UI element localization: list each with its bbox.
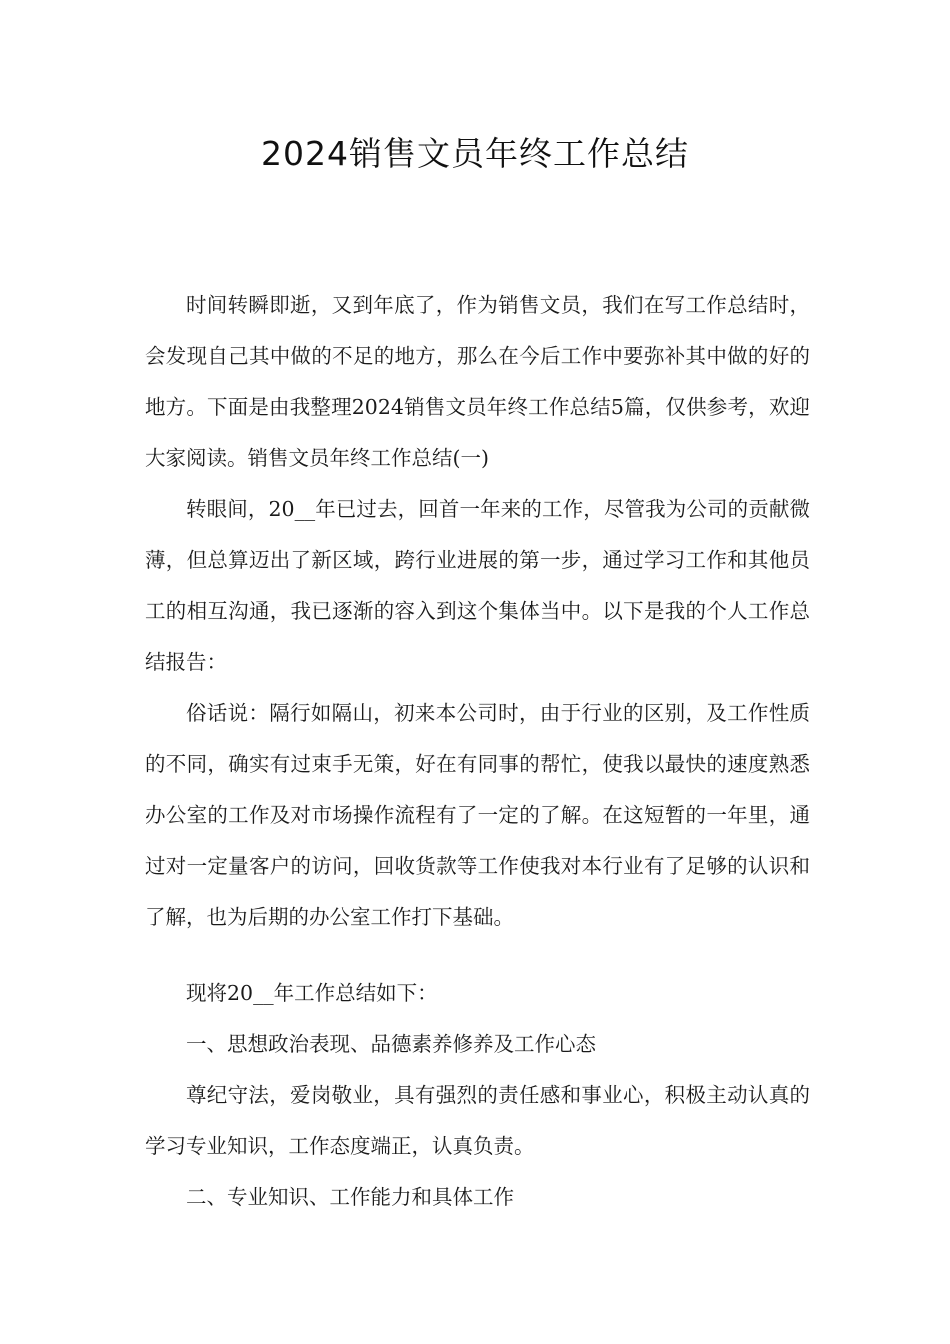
section-heading-2: 二、专业知识、工作能力和具体工作: [186, 1185, 514, 1209]
paragraph-experience: 俗话说：隔行如隔山，初来本公司时，由于行业的区别，及工作性质的不同，确实有过束手无策，好在有同事的帮忙，使我以最快的速度熟悉办公室的工作及对市场操作流程有了一定的了解。在这短暂的一年里，通过对一定量客户的访问，回收货款等工作使我对本行业有了足够的认识和了解，也为后期的办公室工作打下基础。: [145, 701, 810, 929]
summary-intro-line: 现将20__年工作总结如下：: [186, 981, 438, 1005]
paragraph-intro: 时间转瞬即逝，又到年底了，作为销售文员，我们在写工作总结时，会发现自己其中做的不足的地方，那么在今后工作中要弥补其中做的好的地方。下面是由我整理2024销售文员年终工作总结5篇，仅供参考，欢迎大家阅读。销售文员年终工作总结(一): [145, 293, 810, 470]
paragraph-review: 转眼间，20__年已过去，回首一年来的工作，尽管我为公司的贡献微薄，但总算迈出了新区域，跨行业进展的第一步，通过学习工作和其他员工的相互沟通，我已逐渐的容入到这个集体当中。以下是我的个人工作总结报告：: [145, 497, 810, 674]
body-block-summary: [145, 968, 810, 1223]
document-title: 2024销售文员年终工作总结: [261, 134, 689, 173]
body-block-top: [145, 280, 810, 943]
section-heading-1: 一、思想政治表现、品德素养修养及工作心态: [186, 1032, 596, 1056]
section-body-1: 尊纪守法，爱岗敬业，具有强烈的责任感和事业心，积极主动认真的学习专业知识，工作态度端正，认真负责。: [145, 1083, 810, 1158]
